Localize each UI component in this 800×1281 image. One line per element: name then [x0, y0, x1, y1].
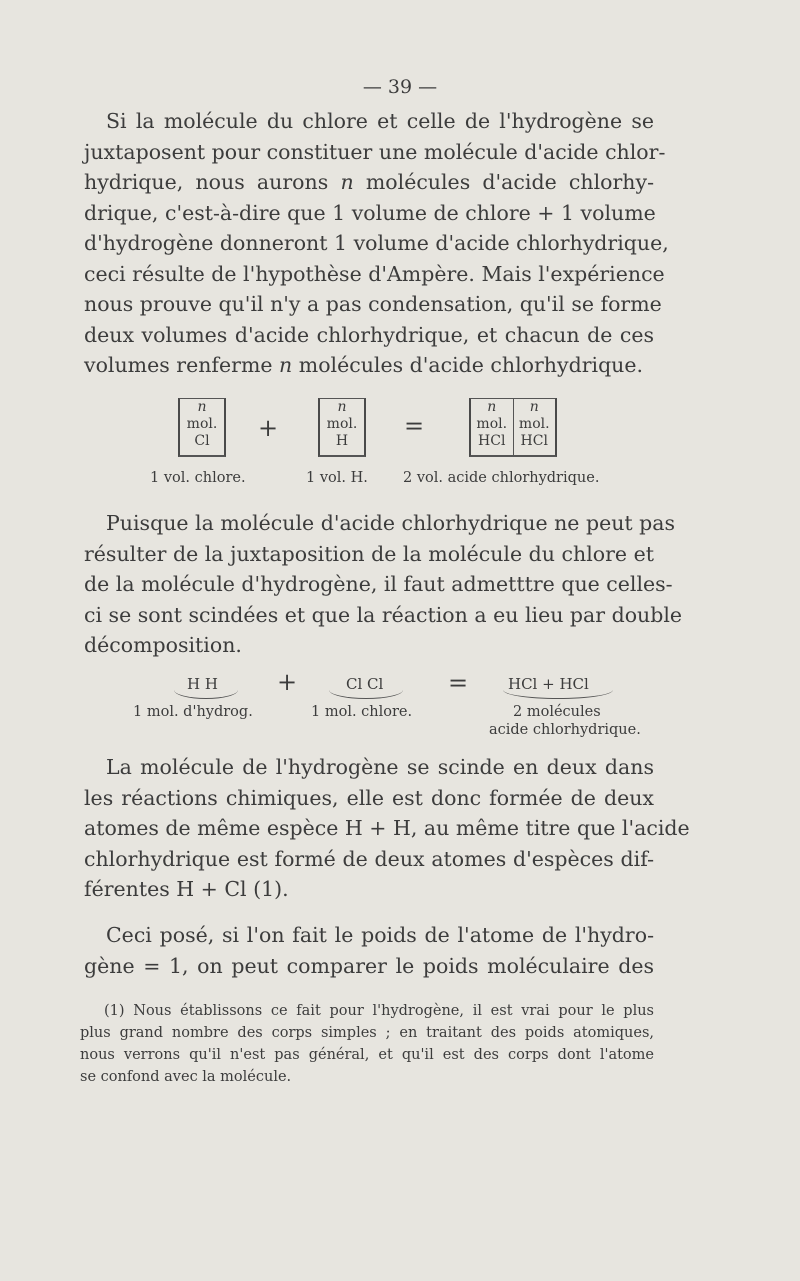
text-line: résulter de la juxtaposition de la molécule du chlore et — [84, 541, 654, 566]
text-line: Ceci posé, si l'on fait le poids de l'atome de l'hydro- — [106, 923, 654, 947]
caption-acide-chlorhydrique: acide chlorhydrique. — [489, 722, 641, 738]
text-line: atomes de même espèce H + H, au même titre que l'acide — [84, 816, 690, 840]
text-line: volumes renferme n molécules d'acide chlorhydrique. — [84, 353, 644, 377]
equation-clcl: Cl Cl — [346, 675, 384, 693]
text-line: La molécule de l'hydrogène se scinde en deux dans — [106, 755, 654, 779]
text-line: Si la molécule du chlore et celle de l'hydrogène se — [106, 109, 654, 133]
paragraph-hydrogen-chlorine — [84, 106, 669, 381]
text-line: ci se sont scindées et que la réaction a eu lieu par double — [84, 602, 683, 627]
page-number: — 39 — — [362, 76, 438, 98]
text-line: deux volumes d'acide chlorhydrique, et chacun de ces — [84, 322, 654, 347]
caption-mol-chlore: 1 mol. chlore. — [311, 704, 413, 720]
text-line: férentes H + Cl (1). — [84, 877, 289, 901]
caption-vol-hcl: 2 vol. acide chlorhydrique. — [403, 470, 600, 486]
caption-molecules: 2 molécules — [513, 704, 601, 720]
brace-hh — [174, 690, 238, 699]
text-line: Puisque la molécule d'acide chlorhydrique ne peut pas — [106, 511, 676, 535]
text-line: nous prouve qu'il n'y a pas condensation, qu'il se forme — [84, 292, 662, 316]
equation-hh: H H — [187, 675, 218, 693]
text-line: d'hydrogène donneront 1 volume d'acide chlorhydrique, — [84, 231, 669, 255]
plus-sign: + — [277, 668, 298, 696]
text-line: drique, c'est-à-dire que 1 volume de chlore + 1 volume — [84, 200, 656, 225]
footnote-line: se confond avec la molécule. — [80, 1069, 292, 1085]
box-chlore-molecules: n mol. Cl — [178, 398, 226, 457]
equals-sign: = — [404, 412, 425, 440]
brace-clcl — [329, 690, 403, 699]
equation-products: HCl + HCl — [508, 675, 589, 693]
text-line: chlorhydrique est formé de deux atomes d'espèces dif- — [84, 846, 654, 871]
equals-sign: = — [448, 669, 469, 697]
footnote-line: plus grand nombre des corps simples ; en traitant des poids atomiques, — [80, 1025, 654, 1041]
text-line: les réactions chimiques, elle est donc formée de deux — [84, 785, 654, 810]
paragraph-atomic-weight — [84, 920, 654, 981]
box-hcl-right: n mol. HCl — [513, 399, 556, 455]
text-line: hydrique, nous aurons n molécules d'acide chlorhy- — [84, 170, 655, 194]
text-line: ceci résulte de l'hypothèse d'Ampère. Mais l'expérience — [84, 261, 665, 286]
box-hcl-left: n mol. HCl — [476, 399, 508, 449]
paragraph-hydrogen-atoms — [84, 752, 690, 905]
caption-vol-chlore: 1 vol. chlore. — [150, 470, 246, 486]
text-line: de la molécule d'hydrogène, il faut admetttre que celles- — [84, 572, 673, 596]
plus-sign: + — [258, 414, 279, 442]
box-hydrogene-molecules: n mol. H — [318, 398, 366, 457]
text-line: gène = 1, on peut comparer le poids moléculaire des — [84, 953, 654, 978]
footnote — [80, 1000, 654, 1088]
footnote-line: (1) Nous établissons ce fait pour l'hydrogène, il est vrai pour le plus — [104, 1003, 654, 1019]
text-line: décomposition. — [84, 633, 242, 657]
box-hcl-molecules — [469, 398, 557, 457]
caption-mol-hydrog: 1 mol. d'hydrog. — [133, 704, 253, 720]
brace-products — [503, 690, 613, 699]
paragraph-double-decomposition — [84, 508, 683, 661]
caption-vol-hydrogene: 1 vol. H. — [306, 470, 368, 486]
footnote-line: nous verrons qu'il n'est pas général, et qu'il est des corps dont l'atome — [80, 1047, 654, 1063]
text-line: juxtaposent pour constituer une molécule d'acide chlor- — [84, 139, 666, 164]
